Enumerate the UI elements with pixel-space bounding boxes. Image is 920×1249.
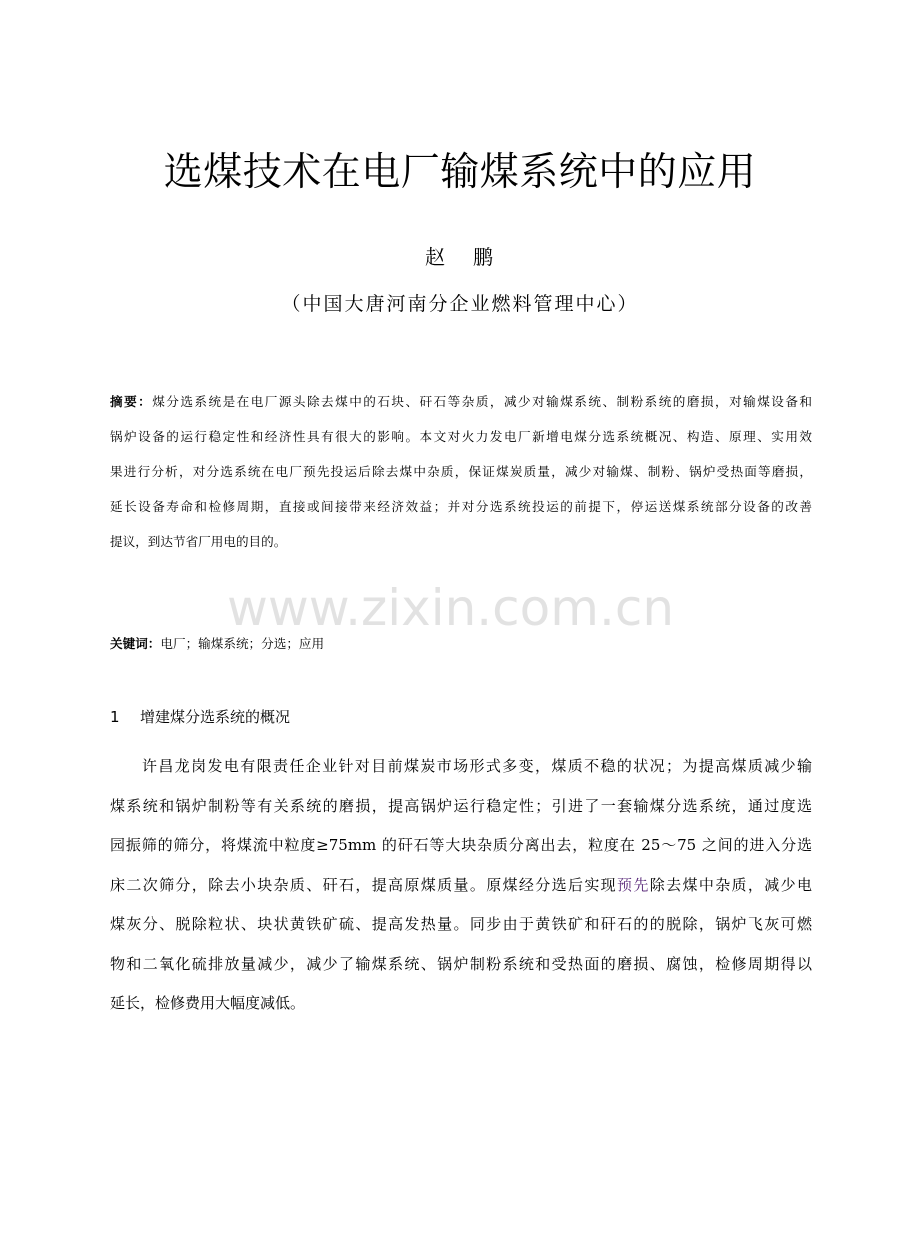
body-line: 园振筛的筛分，将煤流中粒度≥75mm 的矸石等大块杂质分离出去，粒度在 25～75 之间的进入分选 xyxy=(110,836,812,854)
abstract-line: 提议，到达节省厂用电的目的。 xyxy=(110,534,287,549)
keywords-label: 关键词： xyxy=(110,636,161,651)
affiliation: （中国大唐河南分企业燃料管理中心） xyxy=(281,293,639,315)
keywords-text: 电厂；输煤系统；分选；应用 xyxy=(160,636,325,651)
body-line: 延长，检修费用大幅度减低。 xyxy=(110,994,306,1012)
body-paragraph xyxy=(110,747,812,1024)
section-heading xyxy=(110,702,290,732)
body-line: 煤灰分、脱除粒状、块状黄铁矿硫、提高发热量。同步由于黄铁矿和矸石的的脱除，锅炉飞灰可燃 xyxy=(110,915,812,933)
keywords xyxy=(110,629,812,659)
author-name xyxy=(0,243,920,271)
author-given-name: 鹏 xyxy=(473,245,495,269)
abstract xyxy=(110,384,812,559)
abstract-line: 摘要：煤分选系统是在电厂源头除去煤中的石块、矸石等杂质，减少对输煤系统、制粉系统的磨损，对输煤设备和 xyxy=(110,394,813,409)
document-title: 选煤技术在电厂输煤系统中的应用 xyxy=(163,150,757,195)
body-line: 许昌龙岗发电有限责任企业针对目前煤炭市场形式多变，煤质不稳的状况；为提高煤质减少输 xyxy=(142,757,812,775)
watermark: www.zixin.com.cn xyxy=(227,579,675,637)
highlighted-text: 预先 xyxy=(617,875,650,894)
abstract-label: 摘要： xyxy=(110,394,153,409)
abstract-line: 锅炉设备的运行稳定性和经济性具有很大的影响。本文对火力发电厂新增电煤分选系统概况、构造、原理、实用效 xyxy=(110,429,812,444)
body-line: 物和二氧化硫排放量减少，减少了输煤系统、锅炉制粉系统和受热面的磨损、腐蚀，检修周期得以 xyxy=(110,954,812,973)
abstract-line: 果进行分析，对分选系统在电厂预先投运后除去煤中杂质，保证煤炭质量，减少对输煤、制粉、锅炉受热面等磨损， xyxy=(110,464,812,479)
section-title: 增建煤分选系统的概况 xyxy=(140,708,291,726)
body-line: 床二次筛分，除去小块杂质、矸石，提高原煤质量。原煤经分选后实现预先除去煤中杂质，减少电 xyxy=(110,875,812,894)
body-line: 煤系统和锅炉制粉等有关系统的磨损，提高锅炉运行稳定性；引进了一套输煤分选系统，通过度选 xyxy=(110,796,812,815)
abstract-line: 延长设备寿命和检修周期，直接或间接带来经济效益；并对分选系统投运的前提下，停运送煤系统部分设备的改善 xyxy=(110,499,812,514)
section-number: 1 xyxy=(110,708,120,726)
author-surname: 赵 xyxy=(425,245,447,269)
